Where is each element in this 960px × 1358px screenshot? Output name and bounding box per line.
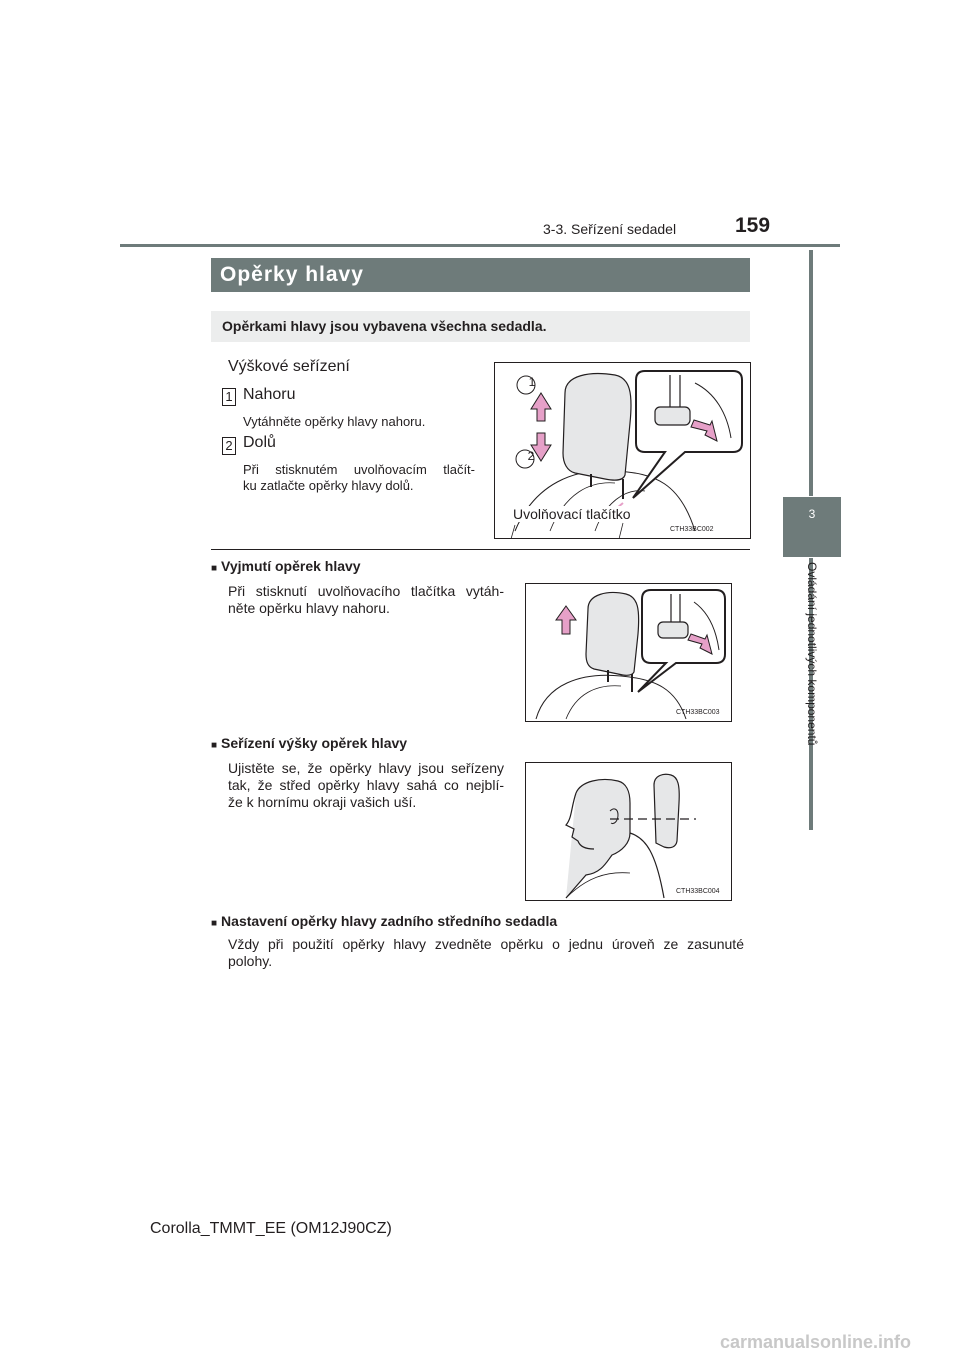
section-heading-height (211, 735, 407, 751)
bullet-square-icon: ■ (211, 563, 218, 574)
header-rule (120, 244, 840, 247)
figure-marker-2: 2 (527, 449, 535, 463)
page-title: Opěrky hlavy (211, 258, 750, 292)
bullet-square-icon: ■ (211, 740, 218, 751)
section-heading-remove (211, 558, 361, 574)
item-label-down: Dolů (243, 434, 276, 451)
intro-banner: Opěrkami hlavy jsou vybavena všechna sedadla. (211, 311, 750, 342)
section-text-height (228, 760, 504, 811)
section-divider (211, 549, 750, 550)
section-text-remove (228, 583, 504, 617)
figure-code: CTH33BC004 (676, 888, 720, 895)
page-number: 159 (735, 214, 771, 237)
figure-height-ear (525, 762, 732, 901)
headrest-remove-illustration (526, 584, 731, 721)
figure-code: CTH33BC003 (676, 709, 720, 716)
item-text-down-line2: ku zatlačte opěrky hlavy dolů. (243, 478, 414, 493)
release-button-caption: Uvolňovací tlačítko (513, 506, 631, 522)
section-text-remove-line2: něte opěrku hlavy nahoru. (228, 600, 390, 616)
item-text-down (243, 462, 475, 494)
section-text-rear-center (228, 936, 744, 970)
watermark: carmanualsonline.info (720, 1332, 912, 1352)
item-text-down-line1: Při stisknutém uvolňovacím tlačít- (243, 462, 475, 477)
section-heading-height-text: Seřízení výšky opěrek hlavy (221, 735, 408, 751)
side-rule-top (809, 250, 813, 496)
item-text-up: Vytáhněte opěrky hlavy nahoru. (243, 414, 426, 429)
section-text-height-line2: tak, že střed opěrky hlavy sahá co nejblí- (228, 777, 504, 793)
item-number-2: 2 (222, 437, 236, 455)
chapter-tab (783, 497, 841, 557)
figure-code: CTH33BC002 (670, 526, 714, 533)
section-text-rear-center-line1: Vždy při použití opěrky hlavy zvedněte opěrku o jednu úroveň ze zasunuté (228, 936, 744, 952)
item-label-up: Nahoru (243, 386, 296, 403)
section-text-height-line3: že k hornímu okraji vašich uší. (228, 794, 417, 810)
section-text-remove-line1: Při stisknutí uvolňovacího tlačítka vytáh- (228, 583, 504, 599)
head-ear-alignment-illustration (526, 763, 731, 900)
section-text-height-line1: Ujistěte se, že opěrky hlavy jsou seřízeny (228, 760, 504, 776)
bullet-square-icon: ■ (211, 918, 218, 929)
section-reference: 3-3. Seřízení sedadel (543, 221, 677, 237)
height-adjust-heading: Výškové seřízení (228, 358, 350, 375)
footer-model-code: Corolla_TMMT_EE (OM12J90CZ) (150, 1220, 392, 1237)
figure-remove (525, 583, 732, 722)
section-heading-rear-center-text: Nastavení opěrky hlavy zadního středního sedadla (221, 913, 558, 929)
figure-height-adjust (494, 362, 751, 539)
figure-marker-1: 1 (528, 375, 536, 389)
section-heading-remove-text: Vyjmutí opěrek hlavy (221, 558, 361, 574)
section-text-rear-center-line2: polohy. (228, 953, 273, 969)
chapter-label: Ovládání jednotlivých komponentů (805, 562, 819, 746)
section-heading-rear-center (211, 913, 557, 929)
chapter-number: 3 (808, 507, 816, 521)
item-number-1: 1 (222, 388, 236, 406)
